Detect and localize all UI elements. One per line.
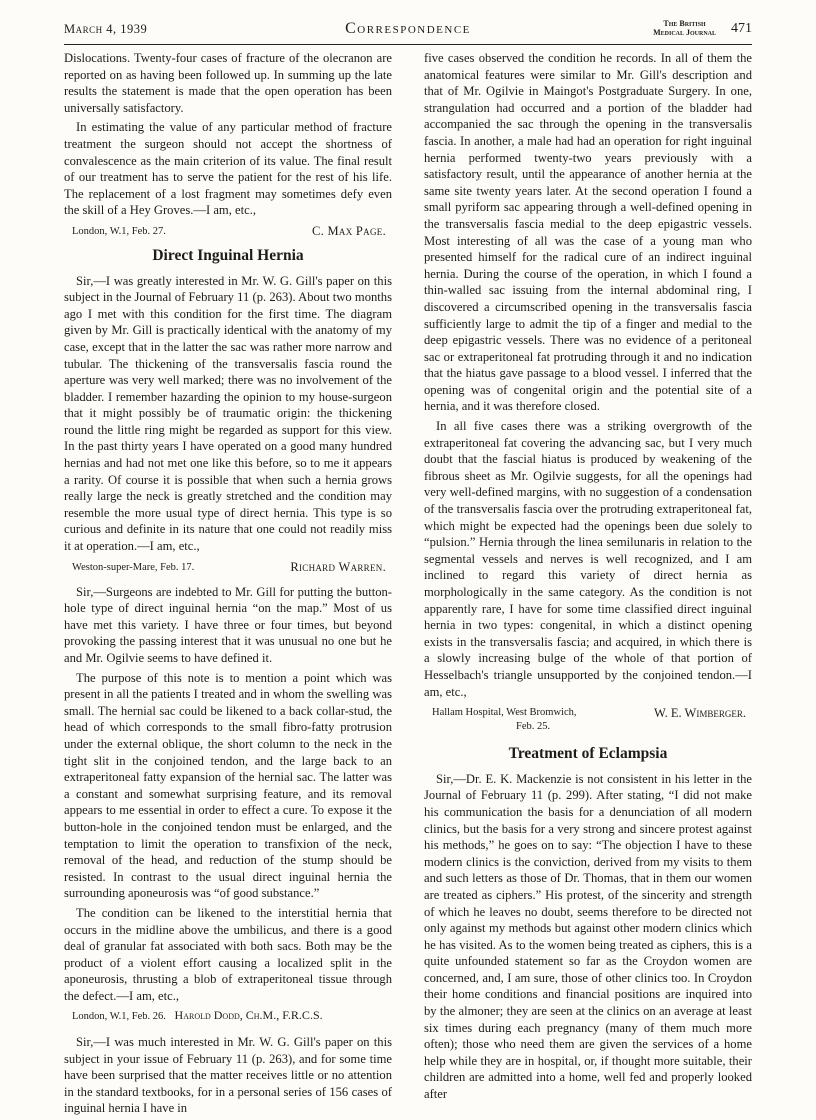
signature-place: Hallam Hospital, West Bromwich, — [432, 707, 577, 719]
header-date: March 4, 1939 — [64, 22, 148, 36]
article-heading: Direct Inguinal Hernia — [152, 246, 304, 264]
paragraph: In all five cases there was a striking overgrowth of the extraperitoneal fat covering the advancing sac, but I very much doubt that the fascial hiatus is produced by weakening of the fibrous sheet as Mr. Ogilvie suggests, for all the openings had very well-defined margins, with no suggestion of a condensation of the transversalis fascia over the protruding extraperitoneal fat, which might be expected had the openings been due solely to “pulsion.” Hernia through the linea semilunaris in relation to the segmental vessels and nerves is well recognized, and I am inclined to regard this variety of direct hernia as morphologically in the same category. As the condition is not apparently rare, I have for some time classified direct inguinal hernia in two types: congenital, in which a distinct opening exists in the transversalis fascia; and acquired, in which there is a slowly increasing bulge of the whole of that portion of Hesselbach's triangle unsupported by the conjoined tendon.—I am, etc., — [424, 419, 752, 699]
paragraph: Sir,—Surgeons are indebted to Mr. Gill for putting the button-hole type of direct inguinal hernia “on the map.” Most of us have met this variety. I have three or four times, but beyond provoking the passing interest that it was unusual no one but he and Mr. Ogilvie seems to have defined it. — [64, 584, 392, 665]
header-journal-line2: Medical Journal — [653, 28, 716, 37]
right-column — [424, 50, 752, 1106]
article-heading: Treatment of Eclampsia — [508, 745, 668, 763]
signature-name: W. E. Wimberger. — [654, 706, 746, 721]
signature-place: London, W.1, Feb. 26. — [72, 1011, 166, 1023]
signature-block — [64, 222, 392, 240]
signature-block — [72, 1007, 392, 1026]
signature-block — [424, 704, 752, 736]
paragraph: The purpose of this note is to mention a point which was present in all the patients I treated and in whom the swelling was small. The hernial sac could be likened to a back collar-stud, the head of which corresponds to the small fibro-fatty protrusion under the external oblique, the short column to the neck in the tight slit in the conjoined tendon, and the large back to an extraperitoneal fatty expansion of the hernial sac. The latter was a constant and somewhat surprising feature, and its removal appears to me essential in order to effect a cure. To expose it the button-hole in the conjoined tendon must be enlarged, and the temptation to limit the operation to transfixion of the neck, removal of the head, and reduction of the stump should be resisted. In contrast to the usual direct inguinal hernia the surrounding aponeurosis was “of good substance.” — [64, 670, 392, 901]
paragraph: The condition can be likened to the interstitial hernia that occurs in the midline above the umbilicus, and there is a good deal of granular fat associated with both sacs. Both may be the product of a violent effort causing a localized split in the aponeurosis, thrusting a blob of extraperitoneal tissue through the defect.—I am, etc., — [64, 905, 392, 1003]
signature-block — [64, 558, 392, 576]
header-journal-line1: The British — [663, 19, 706, 28]
paragraph: five cases observed the condition he records. In all of them the anatomical features were similar to Mr. Gill's description and that of Mr. Ogilvie in Maingot's Postgraduate Surgery. In one, strangulation had occurred and a portion of the bladder had accompanied the sac through the opening in the transversalis fascia. In another, a male had had an operation for right inguinal hernia performed twenty-two years previously with a satisfactory result, until the appearance of another hernia at the same site twenty years later. At the second operation I found a small pyriform sac appearing through a well-defined opening in the transversalis fascia medial to the deep epigastric vessels. Most interesting of all was the case of a young man who presented himself for the radical cure of an indirect inguinal hernia. During the course of the operation, in which I found a thin-walled sac issuing from the internal abdominal ring, I discovered a circumscribed opening in the transversalis fascia sufficiently large to admit the tip of a finger and medial to the deep epigastric vessels. There was no evidence of a peritoneal sac or extraperitoneal fat protruding through it and no indication that the hiatus gave passage to a blood vessel. I inferred that the opening was of congenital origin and the potential site of a hernia, and it was therefore closed. — [424, 51, 752, 414]
paragraph: Sir,—I was greatly interested in Mr. W. G. Gill's paper on this subject in the Journal of February 11 (p. 263). About two months ago I met with this condition for the first time. The diagram given by Mr. Gill is practically identical with the anatomy of my case, except that in the latter the sac was rather more narrow and tubular. The thickening of the transversalis fascia round the aperture was very well marked; there was no involvement of the bladder. I remember hazarding the opinion to my house-surgeon that it might possibly be of traumatic origin: the thickening round the little ring might be regarded as support for this view. In the past thirty years I have operated on a good many hundred hernias and had not met one like this before, so to me it appears a rarity. Of course it is possible that when such a hernia grows really large the neck is greatly stretched and the condition may resemble the more usual type of direct hernia. This type is so curious and definite in its nature that one could not readily miss it at operation.—I am, etc., — [64, 273, 392, 554]
paragraph: In estimating the value of any particular method of fracture treatment the surgeon should not accept the shortness of convalescence as the main criterion of its value. The final result of our treatment has to serve the patient for the rest of his life. The replacement of a lost fragment may sometimes defy even the skill of a Hey Groves.—I am, etc., — [64, 120, 392, 218]
signature-name: C. Max Page. — [312, 223, 386, 238]
header-section-title: Correspondence — [345, 20, 471, 37]
signature-date: Feb. 25. — [516, 721, 551, 733]
paragraph: Sir,—I was much interested in Mr. W. G. Gill's paper on this subject in your issue of February 11 (p. 263), and for some time have been surprised that the matter receives little or no attention in the standard textbooks, for in a personal series of 156 cases of inguinal hernia I have in — [64, 1035, 392, 1116]
signature-name: Richard Warren. — [290, 559, 386, 574]
left-column — [64, 50, 392, 1120]
signature-name: Harold Dodd, Ch.M., F.R.C.S. — [174, 1008, 323, 1023]
paragraph: Sir,—Dr. E. K. Mackenzie is not consistent in his letter in the Journal of February 11 (p. 299). After stating, “I did not make his communication the basis for a denunciation of all modern clinics, but the basis for a very strong and sincere protest against his methods,” he goes on to say: “The objection I have to these modern clinics is the conviction, derived from my visits to them and such letters as those of Dr. Thomas, that in them our women are treated as ciphers.” His protest, of the sincerity and strength of which he leaves no doubt, seems therefore to be directed not only against my methods but against other modern clinics which he has visited. As to the women being treated as ciphers, this is a quite unfounded statement so far as the Croydon women are concerned, and, I am sure, those of other clinics too. In Croydon their home conditions and financial positions are inquired into by the almoner; they are seen at the clinics on an average at least six times during each pregnancy (many of them much more often); those who need them are given the services of a home help while they are in hospital, or, if thought more suitable, their children are admitted into a home, well fed and properly looked after — [424, 771, 752, 1102]
page-header — [64, 18, 752, 45]
signature-place: Weston-super-Mare, Feb. 17. — [72, 561, 195, 573]
signature-place: London, W.1, Feb. 27. — [72, 225, 166, 237]
paragraph: Dislocations. Twenty-four cases of fracture of the olecranon are reported on as having been followed up. In summing up the late results the statement is made that the open operation has been universally satisfactory. — [64, 51, 392, 115]
header-page-number: 471 — [731, 21, 752, 36]
header-journal-name — [653, 19, 716, 37]
